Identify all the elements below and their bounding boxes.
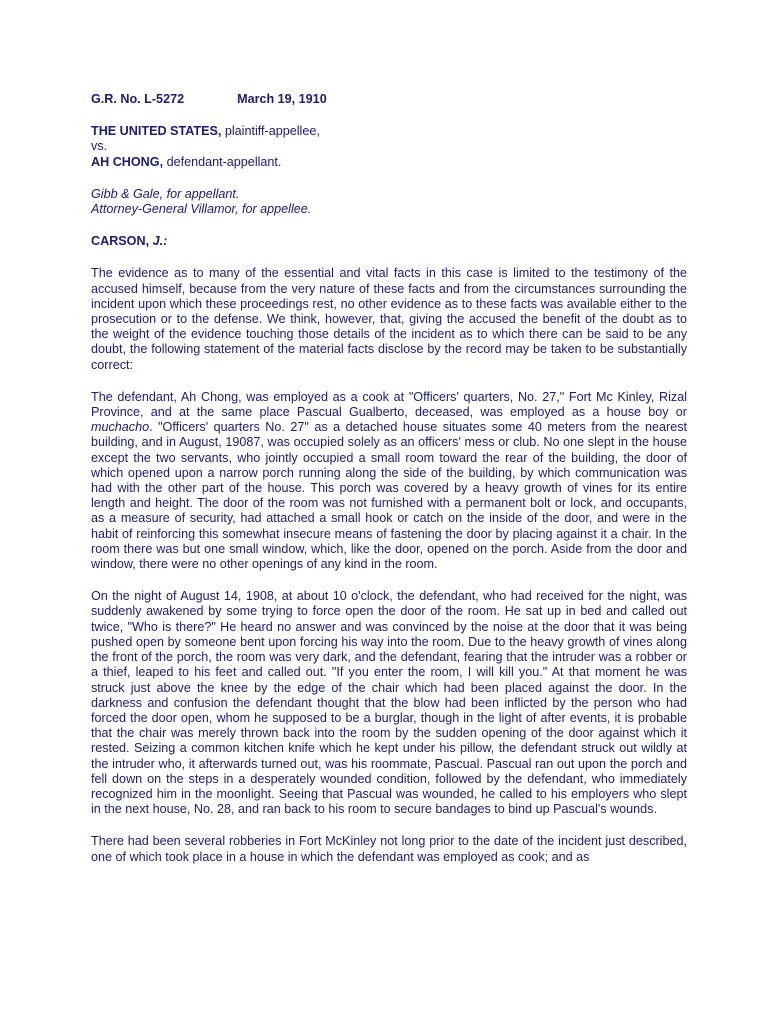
- ponente: [91, 234, 687, 249]
- plaintiff-role: plaintiff-appellee,: [221, 124, 320, 139]
- paragraph-2-italic-term: muchacho: [91, 420, 150, 435]
- paragraph-1: The evidence as to many of the essential and vital facts in this case is limited to the testimony of the accused himself, because from the very nature of these facts and from the circumstances surrounding the incident upon which these proceedings rest, no other evidence as to these facts was available either to the prosecution or to the defense. We think, however, that, giving the accused the benefit of the doubt as to the weight of the evidence touching those details of the incident as to which there can be said to be any doubt, the following statement of the material facts disclose by the record may be taken to be substantially correct:: [91, 266, 687, 372]
- decision-date: March 19, 1910: [237, 92, 327, 106]
- case-header: [91, 92, 687, 107]
- plaintiff-name: THE UNITED STATES,: [91, 124, 222, 139]
- paragraph-2-part-a: The defendant, Ah Chong, was employed as a cook at "Officers' quarters, No. 27," Fort Mc Kinley, Rizal Province, and at the same place Pascual Gualberto, deceased, was employed as a house boy or: [91, 389, 687, 420]
- paragraph-4: There had been several robberies in Fort McKinley not long prior to the date of the incident just described, one of which took place in a house in which the defendant was employed as cook; and as: [91, 834, 687, 864]
- gr-number: G.R. No. L-5272: [91, 92, 185, 106]
- counsel-appellee: Attorney-General Villamor, for appellee.: [91, 202, 312, 217]
- counsel-appellant: Gibb & Gale, for appellant.: [91, 186, 240, 201]
- paragraph-2: [91, 390, 687, 572]
- decision-document: [91, 92, 687, 882]
- defendant-line: [91, 155, 687, 170]
- defendant-role: defendant-appellant.: [163, 154, 282, 169]
- counsel-block: [91, 187, 687, 217]
- plaintiff-line: [91, 124, 687, 139]
- judge-name: CARSON,: [91, 234, 153, 249]
- versus-label: vs.: [91, 139, 108, 154]
- defendant-name: AH CHONG,: [91, 154, 164, 169]
- case-parties: [91, 124, 687, 170]
- paragraph-2-part-b: . "Officers' quarters No. 27" as a detached house situates some 40 meters from the nearest building, and in August, 19087, was occupied solely as an officers' mess or club. No one slept in the house except the two servants, who jointly occupied a small room toward the rear of the building, the door of which opened upon a narrow porch running along the side of the building, by which communication was had with the other part of the house. This porch was covered by a heavy growth of vines for its entire length and height. The door of the room was not furnished with a permanent bolt or lock, and occupants, as a measure of security, had attached a small hook or catch on the inside of the door, and were in the habit of reinforcing this somewhat insecure means of fastening the door by placing against it a chair. In the room there was but one small window, which, like the door, opened on the porch. Aside from the door and window, there were no other openings of any kind in the room.: [91, 420, 687, 572]
- paragraph-3: On the night of August 14, 1908, at about 10 o'clock, the defendant, who had received for the night, was suddenly awakened by some trying to force open the door of the room. He sat up in bed and called out twice, "Who is there?" He heard no answer and was convinced by the noise at the door that it was being pushed open by someone bent upon forcing his way into the room. Due to the heavy growth of vines along the front of the porch, the room was very dark, and the defendant, fearing that the intruder was a robber or a thief, leaped to his feet and called out. "If you enter the room, I will kill you." At that moment he was struck just above the knee by the edge of the chair which had been placed against the door. In the darkness and confusion the defendant thought that the blow had been inflicted by the person who had forced the door open, whom he supposed to be a burglar, though in the light of after events, it is probable that the chair was merely thrown back into the room by the sudden opening of the door against which it rested. Seizing a common kitchen knife which he kept under his pillow, the defendant struck out wildly at the intruder who, it afterwards turned out, was his roommate, Pascual. Pascual ran out upon the porch and fell down on the steps in a desperately wounded condition, followed by the defendant, who immediately recognized him in the moonlight. Seeing that Pascual was wounded, he called to his employers who slept in the next house, No. 28, and ran back to his room to secure bandages to bind up Pascual's wounds.: [91, 589, 687, 817]
- judge-title: J.:: [152, 234, 168, 249]
